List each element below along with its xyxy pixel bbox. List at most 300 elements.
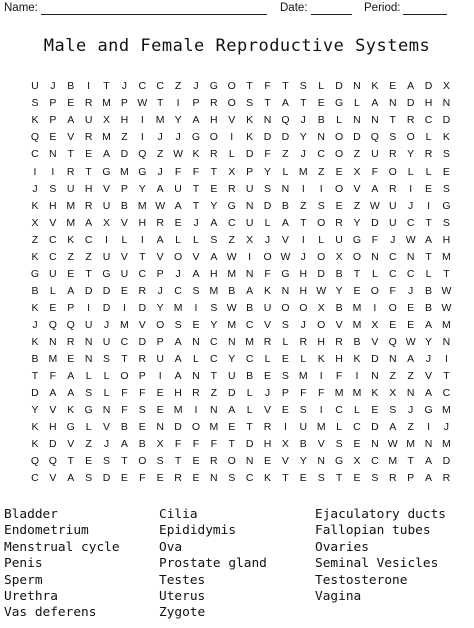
grid-letter: R	[66, 165, 75, 178]
grid-letter: U	[84, 318, 93, 331]
grid-letter: N	[49, 148, 57, 161]
grid-letter: E	[192, 318, 200, 331]
grid-letter: T	[335, 472, 343, 485]
grid-letter: R	[263, 335, 272, 348]
grid-letter: I	[301, 182, 305, 195]
grid-letter: U	[49, 267, 57, 280]
grid-letter: C	[174, 284, 182, 297]
grid-letter: O	[227, 80, 236, 93]
grid-letter: T	[103, 80, 110, 93]
grid-letter: M	[334, 387, 344, 400]
grid-letter: W	[137, 97, 148, 110]
grid-letter: T	[31, 370, 39, 383]
grid-letter: I	[319, 404, 323, 417]
grid-letter: I	[87, 301, 91, 314]
grid-letter: I	[373, 301, 377, 314]
grid-letter: I	[230, 131, 234, 144]
grid-letter: J	[300, 318, 306, 331]
word-list-item: Endometrium	[4, 523, 89, 539]
grid-letter: M	[48, 353, 58, 366]
grid-letter: A	[67, 387, 75, 400]
grid-letter: E	[299, 472, 307, 485]
grid-letter: C	[31, 472, 39, 485]
grid-letter: E	[120, 284, 128, 297]
grid-letter: A	[85, 216, 93, 229]
word-list-item: Bladder	[4, 507, 58, 522]
grid-letter: V	[335, 318, 343, 331]
grid-letter: E	[156, 472, 164, 485]
grid-letter: I	[194, 301, 198, 314]
grid-letter: L	[228, 148, 235, 161]
grid-letter: S	[174, 318, 182, 331]
grid-letter: J	[50, 80, 56, 93]
grid-letter: O	[209, 131, 218, 144]
grid-letter: X	[371, 318, 379, 331]
grid-letter: N	[317, 455, 325, 468]
grid-letter: A	[174, 353, 182, 366]
grid-letter: L	[300, 353, 307, 366]
grid-letter: R	[84, 97, 93, 110]
period-label: Period:	[364, 2, 401, 14]
grid-letter: W	[173, 148, 184, 161]
grid-letter: D	[335, 80, 343, 93]
grid-letter: J	[175, 131, 181, 144]
grid-letter: K	[31, 199, 39, 212]
grid-letter: U	[388, 199, 397, 212]
grid-letter: T	[139, 250, 146, 263]
grid-letter: V	[103, 182, 111, 195]
grid-letter: L	[336, 114, 342, 127]
grid-letter: K	[31, 114, 39, 127]
grid-letter: E	[335, 199, 343, 212]
grid-letter: J	[32, 182, 38, 195]
grid-letter: C	[31, 148, 39, 161]
grid-letter: K	[353, 353, 361, 366]
grid-letter: I	[427, 421, 430, 434]
grid-letter: B	[425, 301, 433, 314]
grid-letter: R	[335, 335, 343, 348]
grid-letter: W	[441, 301, 452, 314]
grid-letter: F	[300, 387, 307, 400]
grid-letter: C	[138, 80, 147, 93]
grid-letter: N	[281, 284, 290, 297]
grid-letter: A	[103, 148, 111, 161]
grid-letter: K	[31, 335, 39, 348]
grid-letter: F	[121, 387, 128, 400]
grid-letter: D	[371, 421, 379, 434]
word-list-item: Penis	[4, 556, 43, 572]
grid-letter: E	[353, 472, 361, 485]
grid-letter: M	[102, 131, 111, 144]
grid-letter: Y	[210, 199, 218, 212]
grid-letter: G	[30, 267, 40, 280]
grid-letter: V	[67, 131, 75, 144]
grid-letter: B	[335, 267, 343, 280]
grid-letter: M	[442, 318, 451, 331]
grid-letter: E	[228, 421, 236, 434]
grid-letter: C	[245, 353, 254, 366]
grid-letter: E	[281, 404, 289, 417]
grid-letter: J	[408, 404, 414, 417]
grid-letter: E	[442, 165, 450, 178]
grid-letter: R	[442, 472, 451, 485]
grid-letter: U	[84, 114, 93, 127]
grid-letter: L	[425, 131, 432, 144]
grid-letter: B	[299, 438, 307, 451]
grid-letter: N	[84, 335, 93, 348]
grid-letter: D	[49, 438, 57, 451]
grid-letter: Y	[353, 216, 361, 229]
grid-letter: O	[227, 455, 236, 468]
grid-letter: V	[264, 318, 272, 331]
grid-letter: N	[245, 455, 254, 468]
grid-letter: L	[264, 353, 271, 366]
grid-letter: S	[210, 301, 218, 314]
grid-letter: R	[406, 114, 415, 127]
grid-letter: I	[427, 199, 430, 212]
grid-letter: L	[121, 233, 128, 246]
grid-letter: B	[317, 114, 325, 127]
grid-letter: D	[281, 131, 290, 144]
grid-letter: N	[210, 472, 218, 485]
grid-letter: M	[442, 438, 451, 451]
grid-letter: K	[67, 233, 75, 246]
grid-letter: P	[138, 370, 146, 383]
grid-letter: R	[84, 199, 93, 212]
grid-letter: R	[156, 216, 164, 229]
grid-letter: U	[102, 335, 111, 348]
grid-letter: R	[210, 148, 218, 161]
grid-letter: J	[103, 438, 110, 451]
word-list-item: Sperm	[4, 572, 43, 588]
grid-letter: X	[353, 455, 361, 468]
grid-letter: M	[227, 267, 237, 280]
grid-letter: M	[155, 114, 165, 127]
grid-letter: N	[192, 370, 200, 383]
grid-letter: Q	[48, 318, 57, 331]
grid-letter: S	[317, 199, 325, 212]
grid-letter: A	[210, 250, 218, 263]
grid-letter: T	[425, 216, 432, 229]
grid-letter: H	[84, 182, 93, 195]
grid-letter: C	[317, 148, 325, 161]
grid-letter: D	[227, 387, 236, 400]
grid-letter: K	[317, 353, 325, 366]
grid-letter: V	[264, 404, 272, 417]
grid-letter: F	[192, 165, 200, 178]
grid-letter: Y	[156, 301, 164, 314]
grid-letter: Z	[31, 233, 39, 246]
grid-letter: R	[174, 472, 182, 485]
grid-letter: M	[66, 216, 76, 229]
grid-letter: T	[67, 148, 74, 161]
grid-letter: Y	[31, 404, 39, 417]
grid-letter: A	[210, 216, 218, 229]
grid-letter: I	[248, 250, 252, 263]
grid-letter: G	[209, 80, 218, 93]
grid-letter: Q	[370, 131, 379, 144]
grid-letter: R	[388, 472, 397, 485]
grid-letter: U	[31, 80, 39, 93]
grid-letter: A	[156, 233, 164, 246]
grid-letter: S	[281, 318, 289, 331]
grid-letter: G	[66, 421, 75, 434]
word-list-item: Testes	[159, 572, 206, 588]
period-blank-line[interactable]	[403, 14, 447, 15]
grid-letter: H	[442, 233, 451, 246]
grid-letter: S	[103, 353, 111, 366]
grid-letter: V	[49, 216, 57, 229]
grid-letter: E	[67, 353, 75, 366]
grid-letter: A	[281, 216, 289, 229]
word-list-item: Vas deferens	[4, 605, 97, 621]
grid-letter: B	[246, 301, 254, 314]
grid-letter: E	[317, 97, 325, 110]
grid-letter: E	[407, 301, 415, 314]
grid-letter: M	[227, 318, 237, 331]
grid-letter: A	[425, 387, 433, 400]
grid-letter: S	[31, 97, 39, 110]
grid-letter: R	[138, 353, 147, 366]
grid-letter: J	[443, 421, 450, 434]
grid-letter: L	[175, 233, 181, 246]
grid-letter: E	[156, 387, 164, 400]
grid-letter: K	[246, 131, 254, 144]
grid-letter: O	[263, 250, 272, 263]
grid-letter: S	[103, 455, 111, 468]
grid-letter: O	[317, 318, 326, 331]
grid-letter: X	[103, 114, 111, 127]
grid-letter: B	[246, 370, 254, 383]
grid-letter: K	[31, 421, 39, 434]
word-list-item: Epididymis	[159, 523, 237, 539]
grid-letter: D	[263, 199, 272, 212]
grid-letter: L	[49, 284, 56, 297]
grid-letter: O	[317, 216, 326, 229]
grid-letter: A	[389, 421, 397, 434]
grid-letter: J	[103, 318, 110, 331]
grid-letter: M	[442, 250, 451, 263]
grid-letter: O	[317, 250, 326, 263]
grid-letter: O	[388, 165, 397, 178]
grid-letter: L	[318, 80, 325, 93]
grid-letter: A	[174, 370, 182, 383]
grid-letter: A	[67, 472, 75, 485]
grid-letter: S	[389, 404, 397, 417]
grid-letter: N	[388, 353, 397, 366]
grid-letter: V	[353, 182, 361, 195]
grid-letter: H	[120, 114, 129, 127]
grid-letter: K	[371, 387, 379, 400]
grid-letter: Z	[300, 199, 307, 212]
grid-letter: I	[444, 353, 448, 366]
grid-letter: L	[371, 267, 378, 280]
grid-letter: H	[299, 284, 308, 297]
grid-letter: A	[49, 387, 57, 400]
grid-letter: F	[335, 370, 343, 383]
grid-letter: C	[138, 267, 147, 280]
grid-letter: U	[263, 301, 272, 314]
grid-letter: V	[317, 438, 325, 451]
grid-letter: K	[246, 114, 254, 127]
grid-letter: X	[389, 387, 397, 400]
grid-letter: B	[138, 438, 146, 451]
grid-letter: D	[371, 216, 379, 229]
grid-letter: U	[335, 233, 343, 246]
grid-letter: W	[280, 250, 291, 263]
grid-letter: J	[32, 318, 38, 331]
grid-letter: N	[442, 335, 451, 348]
grid-letter: A	[425, 233, 433, 246]
grid-letter: H	[49, 421, 57, 434]
grid-letter: P	[49, 114, 57, 127]
grid-letter: B	[31, 284, 39, 297]
grid-letter: I	[319, 370, 323, 383]
worksheet-header	[0, 2, 474, 20]
word-list-item: Urethra	[4, 588, 58, 604]
grid-letter: K	[67, 404, 75, 417]
grid-letter: L	[193, 353, 199, 366]
grid-letter: U	[245, 216, 254, 229]
grid-letter: Z	[407, 370, 414, 383]
date-blank-line[interactable]	[311, 14, 352, 15]
grid-letter: N	[371, 370, 379, 383]
grid-letter: L	[407, 165, 414, 178]
grid-letter: O	[406, 131, 415, 144]
grid-letter: I	[122, 301, 126, 314]
grid-letter: A	[120, 438, 128, 451]
grid-letter: G	[227, 199, 236, 212]
word-list-item: Ovaries	[315, 539, 369, 555]
grid-letter: M	[298, 165, 308, 178]
grid-letter: D	[102, 301, 111, 314]
grid-letter: A	[67, 370, 75, 383]
grid-letter: D	[245, 148, 254, 161]
grid-letter: C	[388, 250, 397, 263]
grid-letter: H	[424, 97, 433, 110]
grid-letter: N	[281, 182, 290, 195]
grid-letter: O	[352, 250, 362, 263]
grid-letter: M	[209, 284, 219, 297]
grid-letter: V	[49, 472, 57, 485]
grid-letter: R	[210, 455, 218, 468]
grid-letter: Z	[282, 148, 289, 161]
grid-letter: K	[192, 148, 200, 161]
grid-letter: N	[317, 131, 325, 144]
grid-letter: H	[174, 387, 182, 400]
grid-letter: R	[84, 131, 93, 144]
grid-letter: T	[300, 97, 307, 110]
grid-letter: R	[335, 216, 343, 229]
grid-letter: H	[138, 216, 147, 229]
grid-letter: I	[140, 131, 144, 144]
grid-letter: N	[406, 250, 415, 263]
grid-letter: L	[354, 404, 360, 417]
grid-letter: F	[210, 438, 218, 451]
grid-letter: X	[228, 165, 236, 178]
grid-letter: U	[174, 182, 182, 195]
grid-letter: Y	[335, 284, 343, 297]
word-list-item: Testosterone	[315, 572, 408, 588]
grid-letter: J	[157, 165, 163, 178]
grid-letter: C	[210, 353, 218, 366]
grid-letter: N	[156, 421, 164, 434]
grid-letter: J	[264, 387, 271, 400]
grid-letter: T	[121, 455, 128, 468]
grid-letter: G	[335, 455, 344, 468]
name-blank-line[interactable]	[41, 14, 267, 15]
grid-letter: Z	[121, 131, 128, 144]
grid-letter: E	[67, 97, 75, 110]
grid-letter: E	[138, 421, 146, 434]
grid-letter: E	[120, 472, 128, 485]
grid-letter: W	[226, 250, 237, 263]
grid-letter: S	[389, 131, 397, 144]
grid-letter: H	[317, 335, 325, 348]
grid-letter: J	[390, 233, 396, 246]
grid-letter: C	[245, 318, 254, 331]
grid-letter: P	[281, 387, 289, 400]
grid-letter: N	[263, 114, 272, 127]
grid-letter: U	[227, 370, 236, 383]
grid-letter: E	[49, 301, 57, 314]
grid-letter: N	[210, 404, 218, 417]
grid-letter: T	[425, 250, 432, 263]
grid-letter: S	[442, 148, 450, 161]
grid-letter: A	[156, 182, 164, 195]
grid-letter: B	[228, 284, 236, 297]
grid-letter: L	[85, 370, 92, 383]
grid-letter: L	[193, 233, 199, 246]
grid-letter: J	[300, 114, 306, 127]
grid-letter: F	[174, 438, 182, 451]
grid-letter: O	[138, 455, 147, 468]
grid-letter: M	[120, 318, 129, 331]
grid-letter: K	[264, 284, 272, 297]
grid-letter: W	[441, 284, 452, 297]
grid-letter: L	[103, 387, 110, 400]
grid-letter: W	[226, 301, 237, 314]
grid-letter: T	[282, 80, 289, 93]
grid-letter: Y	[138, 182, 146, 195]
grid-letter: A	[228, 404, 236, 417]
grid-letter: P	[67, 301, 75, 314]
grid-letter: U	[102, 199, 111, 212]
grid-letter: I	[87, 80, 91, 93]
grid-letter: J	[408, 199, 414, 212]
grid-letter: X	[31, 216, 39, 229]
grid-letter: U	[245, 182, 254, 195]
grid-letter: L	[282, 335, 289, 348]
grid-letter: C	[406, 216, 415, 229]
grid-letter: D	[317, 267, 325, 280]
word-list-item: Ova	[159, 539, 183, 555]
grid-letter: O	[227, 97, 236, 110]
grid-letter: V	[138, 318, 146, 331]
grid-letter: F	[389, 284, 396, 297]
grid-letter: D	[442, 455, 451, 468]
grid-letter: X	[353, 165, 361, 178]
grid-letter: M	[120, 165, 129, 178]
grid-letter: L	[318, 233, 325, 246]
grid-letter: G	[442, 199, 451, 212]
grid-letter: V	[281, 455, 289, 468]
grid-letter: Z	[353, 199, 361, 212]
grid-letter: T	[174, 455, 182, 468]
grid-letter: O	[335, 131, 344, 144]
grid-letter: A	[407, 353, 415, 366]
grid-letter: O	[281, 301, 290, 314]
